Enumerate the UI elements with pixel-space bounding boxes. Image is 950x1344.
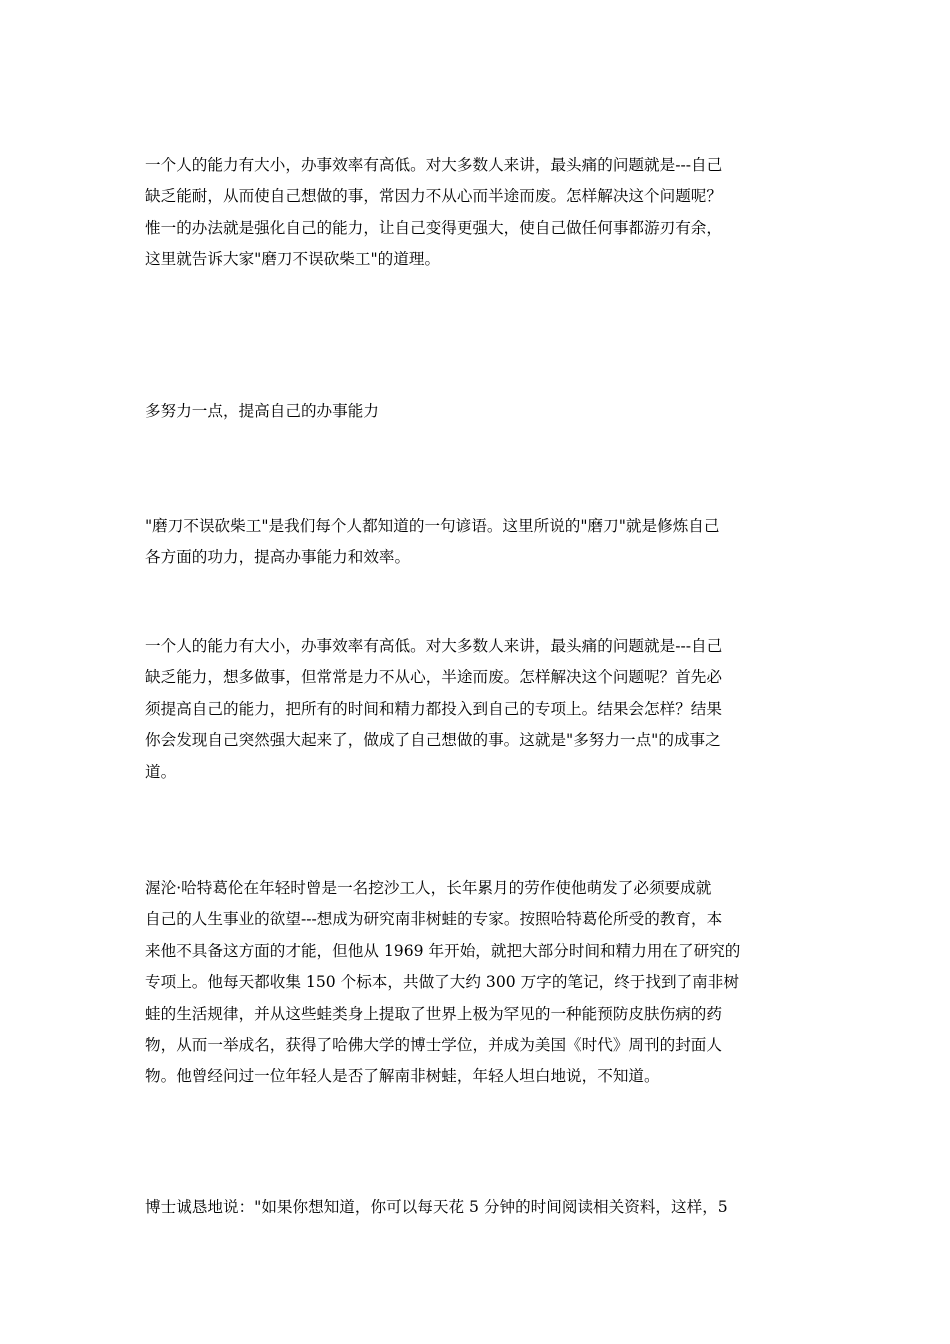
text-line: 各方面的功力，提高办事能力和效率。 xyxy=(145,548,411,567)
text-line: 道。 xyxy=(145,762,177,781)
text-line: 缺乏能耐，从而使自己想做的事，常因力不从心而半途而废。怎样解决这个问题呢？ xyxy=(145,187,722,206)
paragraph-2 xyxy=(145,631,810,788)
text-line: 专项上。他每天都收集 150 个标本，共做了大约 300 万字的笔记，终于找到了南非树 xyxy=(145,973,739,992)
text-line: 缺乏能力，想多做事，但常常是力不从心，半途而废。怎样解决这个问题呢？首先必 xyxy=(145,668,722,687)
text-line: 渥沦·哈特葛伦在年轻时曾是一名挖沙工人，长年累月的劳作使他萌发了必须要成就 xyxy=(145,879,712,897)
text-line: 须提高自己的能力，把所有的时间和精力都投入到自己的专项上。结果会怎样？结果 xyxy=(145,699,722,718)
text-line: 来他不具备这方面的才能，但他从 1969 年开始，就把大部分时间和精力用在了研究的 xyxy=(145,941,741,960)
paragraph-3 xyxy=(145,873,810,1093)
paragraph-1 xyxy=(145,511,810,574)
text-line: "磨刀不误砍柴工"是我们每个人都知道的一句谚语。这里所说的"磨刀"就是修炼自己 xyxy=(145,517,720,535)
text-line: 自己的人生事业的欲望---想成为研究南非树蛙的专家。按照哈特葛伦所受的教育，本 xyxy=(145,910,723,929)
heading-text: 多努力一点，提高自己的办事能力 xyxy=(145,402,379,420)
text-line: 一个人的能力有大小，办事效率有高低。对大多数人来讲，最头痛的问题就是---自己 xyxy=(145,637,723,655)
text-line: 你会发现自己突然强大起来了，做成了自己想做的事。这就是"多努力一点"的成事之 xyxy=(145,731,721,750)
paragraph-4 xyxy=(145,1192,810,1223)
text-line: 博士诚恳地说："如果你想知道，你可以每天花 5 分钟的时间阅读相关资料，这样，5 xyxy=(145,1198,728,1216)
text-line: 一个人的能力有大小，办事效率有高低。对大多数人来讲，最头痛的问题就是---自己 xyxy=(145,156,723,174)
text-line: 这里就告诉大家"磨刀不误砍柴工"的道理。 xyxy=(145,250,441,269)
text-line: 物。他曾经问过一位年轻人是否了解南非树蛙，年轻人坦白地说，不知道。 xyxy=(145,1067,660,1086)
intro-paragraph xyxy=(145,150,810,276)
section-heading xyxy=(145,396,810,427)
text-line: 惟一的办法就是强化自己的能力，让自己变得更强大，使自己做任何事都游刃有余， xyxy=(145,218,722,237)
text-line: 物，从而一举成名，获得了哈佛大学的博士学位，并成为美国《时代》周刊的封面人 xyxy=(145,1036,722,1055)
text-line: 蛙的生活规律，并从这些蛙类身上提取了世界上极为罕见的一种能预防皮肤伤病的药 xyxy=(145,1004,722,1023)
